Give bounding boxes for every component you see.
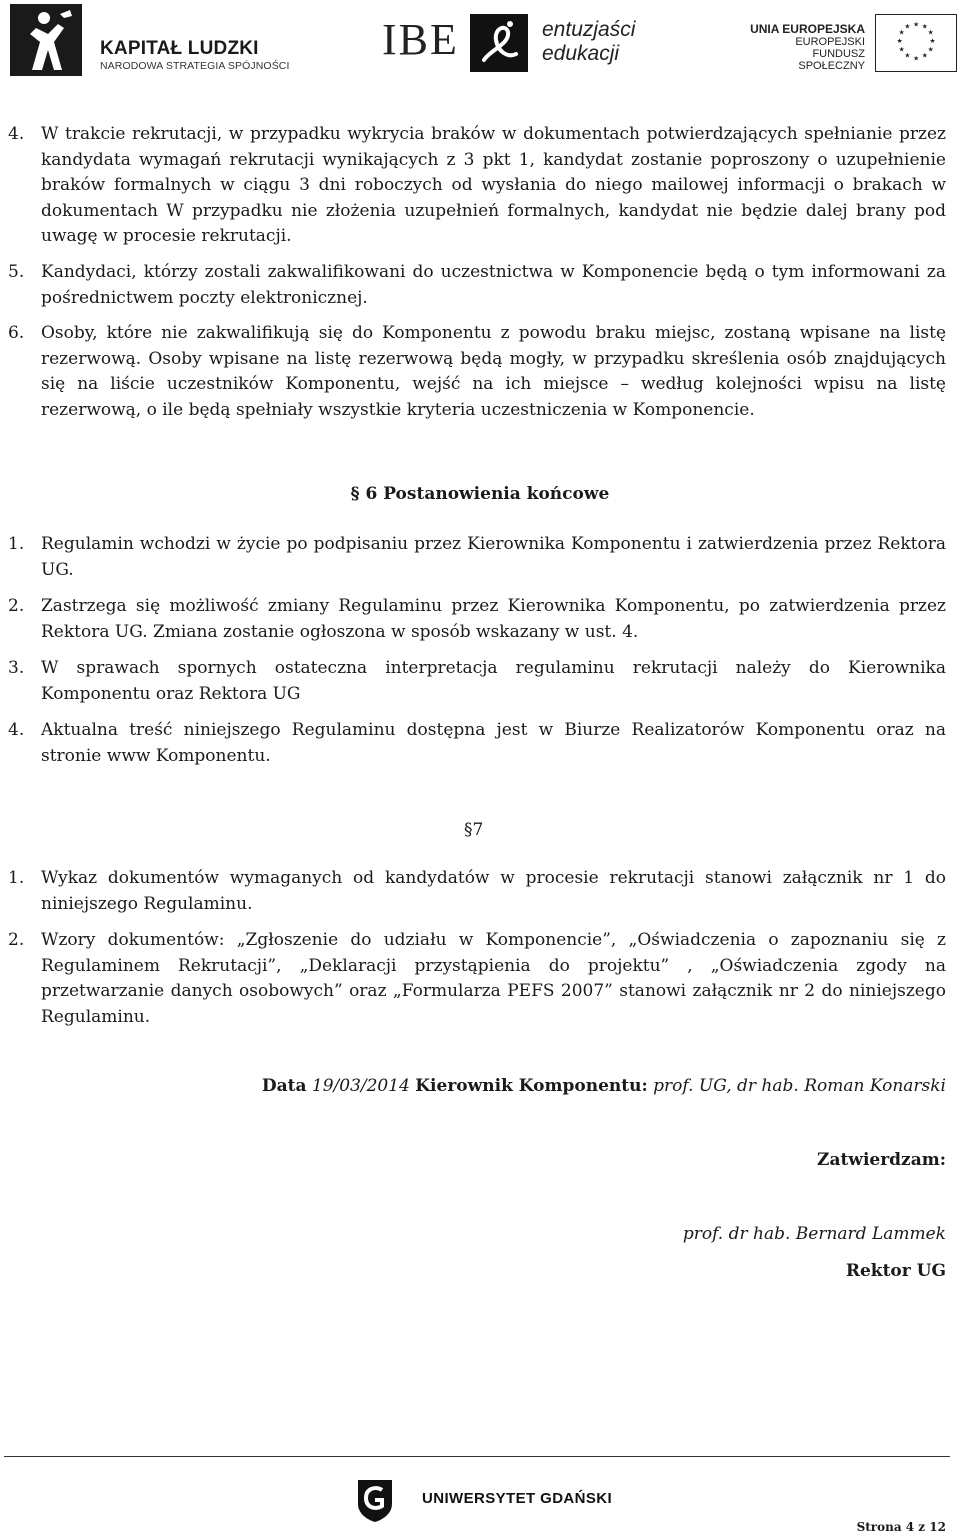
svg-text:★: ★ <box>929 37 936 45</box>
kapital-ludzki-emblem-icon <box>10 4 82 76</box>
date-label: Data <box>261 1076 307 1096</box>
university-name: UNIWERSYTET GDAŃSKI <box>422 1490 613 1507</box>
page-number: Strona 4 z 12 <box>856 1520 946 1534</box>
item-text: Wykaz dokumentów wymaganych od kandydatów w procesie rekrutacji stanowi załącznik nr 1 do niniejszego Regulaminu. <box>41 868 946 914</box>
rector-name: prof. dr hab. Bernard Lammek <box>682 1224 946 1244</box>
svg-text:★: ★ <box>898 28 905 37</box>
eu-line-3: FUNDUSZ SPOŁECZNY <box>798 48 865 72</box>
entuzjasci-edukacji-logo <box>470 14 650 72</box>
header-logos <box>0 0 960 80</box>
svg-text:★: ★ <box>904 22 911 31</box>
item-number: 3. <box>8 658 25 678</box>
item-number: 4. <box>8 720 25 740</box>
approval-label: Zatwierdzam: <box>817 1150 946 1170</box>
svg-text:★: ★ <box>913 20 920 29</box>
svg-text:★: ★ <box>898 45 905 54</box>
svg-text:★: ★ <box>896 37 903 45</box>
ee-line-1: entuzjaści <box>542 18 636 41</box>
university-emblem-icon <box>352 1476 398 1522</box>
item-text: Zastrzega się możliwość zmiany Regulaminu przez Kierownika Komponentu, po zatwierdzenia przez Rektora UG. Zmiana zostanie ogłoszona w sposób wskazany w ust. 4. <box>41 596 946 642</box>
entuzjasci-edukacji-text <box>542 18 635 66</box>
item-number: 2. <box>8 596 25 616</box>
eu-line-1: UNIA EUROPEJSKA <box>750 22 865 36</box>
item-number: 4. <box>8 124 25 144</box>
signature-date-line <box>262 1076 946 1096</box>
section-7-heading: §7 <box>464 820 484 840</box>
section-6-heading: § 6 Postanowienia końcowe <box>350 484 610 504</box>
item-number: 6. <box>8 323 25 343</box>
item-number: 1. <box>8 534 25 554</box>
eu-line-2: EUROPEJSKI <box>795 36 865 48</box>
ee-line-2: edukacji <box>542 42 620 65</box>
item-text: W sprawach spornych ostateczna interpretacja regulaminu rekrutacji należy do Kierownika Komponentu oraz Rektora UG <box>41 658 946 704</box>
university-logo <box>352 1476 612 1526</box>
date-value: 19/03/2014 <box>311 1076 410 1096</box>
eu-stars-flag-icon <box>875 14 957 72</box>
section-symbol: § <box>350 484 360 504</box>
item-text: Wzory dokumentów: „Zgłoszenie do udziału w Komponencie”, „Oświadczenia o zapoznaniu się z Regulaminem Rekrutacji”, „Deklaracji przystąpienia do projektu” , „Oświadczenia zgody na przetwarzanie danych osobowych” oraz „Formularza PEFS 2007” stanowi załącznik nr 2 do niniejszego Regulaminu. <box>41 930 946 1027</box>
eu-logo <box>745 14 955 74</box>
manager-name: prof. UG, dr hab. Roman Konarski <box>653 1076 946 1096</box>
section-symbol: § <box>464 820 473 840</box>
svg-text:★: ★ <box>913 54 920 63</box>
item-text: W trakcie rekrutacji, w przypadku wykrycia braków w dokumentach potwierdzających spełnianie przez kandydata wymagań rekrutacji wynikających z 3 pkt 1, kandydat zostanie poproszony o uzupełnienie braków formalnych w ciągu 3 dni roboczych od wysłania do niego mailowej informacji o brakach w dokumentach W przypadku nie złożenia uzupełnień formalnych, kandydat nie będzie dalej brany pod uwagę w procesie rekrutacji. <box>41 124 946 247</box>
kapital-ludzki-logo <box>10 4 290 76</box>
item-text: Regulamin wchodzi w życie po podpisaniu przez Kierownika Komponentu i zatwierdzenia przez Rektora UG. <box>41 534 946 580</box>
rector-title: Rektor UG <box>845 1261 946 1281</box>
manager-label: Kierownik Komponentu: <box>415 1076 648 1096</box>
svg-text:★: ★ <box>921 51 928 60</box>
eu-text <box>745 22 865 72</box>
item-number: 2. <box>8 930 25 950</box>
item-text: Osoby, które nie zakwalifikują się do Komponentu z powodu braku miejsc, zostaną wpisane na listę rezerwową. Osoby wpisane na listę rezerwową będą mogły, w przypadku skreślenia osób znajdujących się na liście uczestników Komponentu, wejść na ich miejsce – według kolejności wpisu na listę rezerwową, o ile będą spełniały wszystkie kryteria uczestniczenia w Komponencie. <box>41 323 946 420</box>
svg-text:★: ★ <box>904 51 911 60</box>
footer-divider <box>4 1456 950 1457</box>
item-text: Aktualna treść niniejszego Regulaminu dostępna jest w Biurze Realizatorów Komponentu oraz na stronie www Komponentu. <box>41 720 946 766</box>
entuzjasci-emblem-icon <box>470 14 528 72</box>
ibe-logo: IBE <box>382 15 459 64</box>
item-number: 5. <box>8 262 25 282</box>
svg-text:★: ★ <box>927 45 934 54</box>
item-number: 1. <box>8 868 25 888</box>
svg-text:★: ★ <box>927 28 934 37</box>
item-text: Kandydaci, którzy zostali zakwalifikowani do uczestnictwa w Komponencie będą o tym informowani za pośrednictwem poczty elektronicznej. <box>41 262 946 308</box>
kapital-ludzki-subtitle: NARODOWA STRATEGIA SPÓJNOŚCI <box>100 60 290 72</box>
kapital-ludzki-title: KAPITAŁ LUDZKI <box>100 38 259 59</box>
svg-text:★: ★ <box>921 22 928 31</box>
